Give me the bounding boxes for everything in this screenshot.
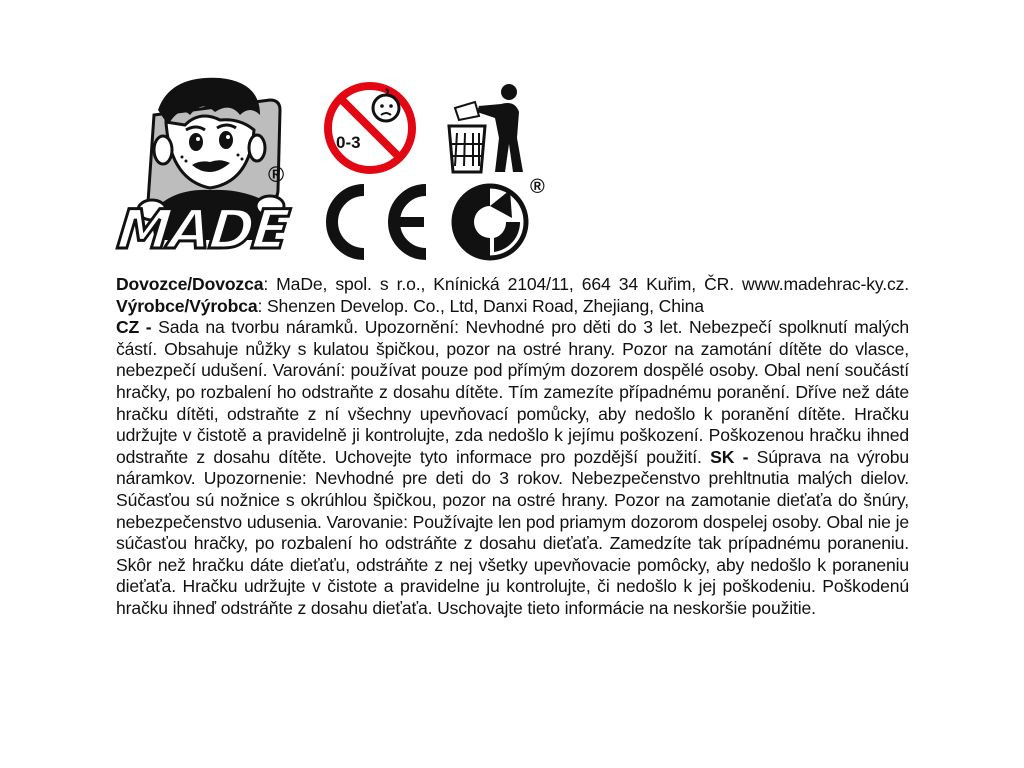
importer-text: : MaDe, spol. s r.o., Knínická 2104/11, 664 34 Kuřim, ČR. www.madehrac-ky.cz. — [263, 274, 909, 294]
label-text-block — [116, 274, 909, 620]
green-dot-registered-mark: ® — [530, 176, 545, 198]
importer-label: Dovozce/Dovozca — [116, 274, 264, 294]
no-baby-0-3-icon — [320, 80, 420, 180]
cz-warning-text: Sada na tvorbu náramků. Upozornění: Nevhodné pro děti do 3 let. Nebezpečí spolknutí malých částí. Obsahuje nůžky s kulatou špičkou, pozor na ostré hrany. Pozor na zamotání dítěte do vlasce, nebezpečí udušení. Varování: používat pouze pod přímým dozorem dospělé osoby. Obal není součástí hračky, po rozbalení ho odstraňte z dosahu dítěte. Tím zamezíte případnému poranění. Dříve než dáte hračku dítěti, odstraňte z ní všechny upevňovací pomůcky, aby nedošlo k poranění dítěte. Hračku udržujte v čistotě a pravidelně ji kontrolujte, zda nedošlo k jejímu poškození. Poškozenou hračku ihned odstraňte z dosahu dítěte. Uchovejte tyto informace pro pozdější použití. — [116, 317, 909, 467]
manufacturer-label: Výrobce/Výrobca — [116, 295, 258, 316]
registered-mark: ® — [268, 162, 285, 187]
warnings-paragraph — [116, 317, 909, 619]
ce-mark-icon — [316, 182, 436, 262]
sk-warning-text: Súprava na výrobu náramkov. Upozornenie: Nevhodné pre deti do 3 rokov. Nebezpečenstvo prehltnutia malých dielov. Súčasťou sú nožnice s okrúhlou špičkou, pozor na ostré hrany. Pozor na zamotanie dieťaťa do šnúry, nebezpečenstvo udusenia. Varovanie: Používajte len pod priamym dozorom dospelej osoby. Obal nie je súčasťou hračky, po rozbalení ho odstráňte z dosahu dieťaťa. Zamedzíte tak prípadnému poraneniu. Skôr než hračku dáte dieťaťu, odstráňte z nej všetky upevňovacie pomôcky, aby nedošlo k poraneniu dieťaťa. Hračku udržujte v čistote a pravidelne ju kontrolujte, či nedošlo k jej poškodeniu. Poškodenú hračku ihneď odstráňte z dosahu dieťaťa. Uschovajte tieto informácie na neskoršie použitie. — [116, 446, 909, 618]
cz-language-code: CZ - — [116, 317, 152, 338]
importer-manufacturer-paragraph — [116, 274, 909, 317]
manufacturer-text: : Shenzen Develop. Co., Ltd, Danxi Road, Zhejiang, China — [257, 295, 704, 316]
sk-language-code: SK - — [710, 446, 749, 467]
logo-area — [110, 70, 550, 270]
green-dot-icon — [450, 182, 530, 262]
waste-bin-icon — [435, 78, 535, 178]
made-logo-text: MADE — [114, 198, 291, 261]
age-label: 0-3 — [336, 133, 361, 152]
